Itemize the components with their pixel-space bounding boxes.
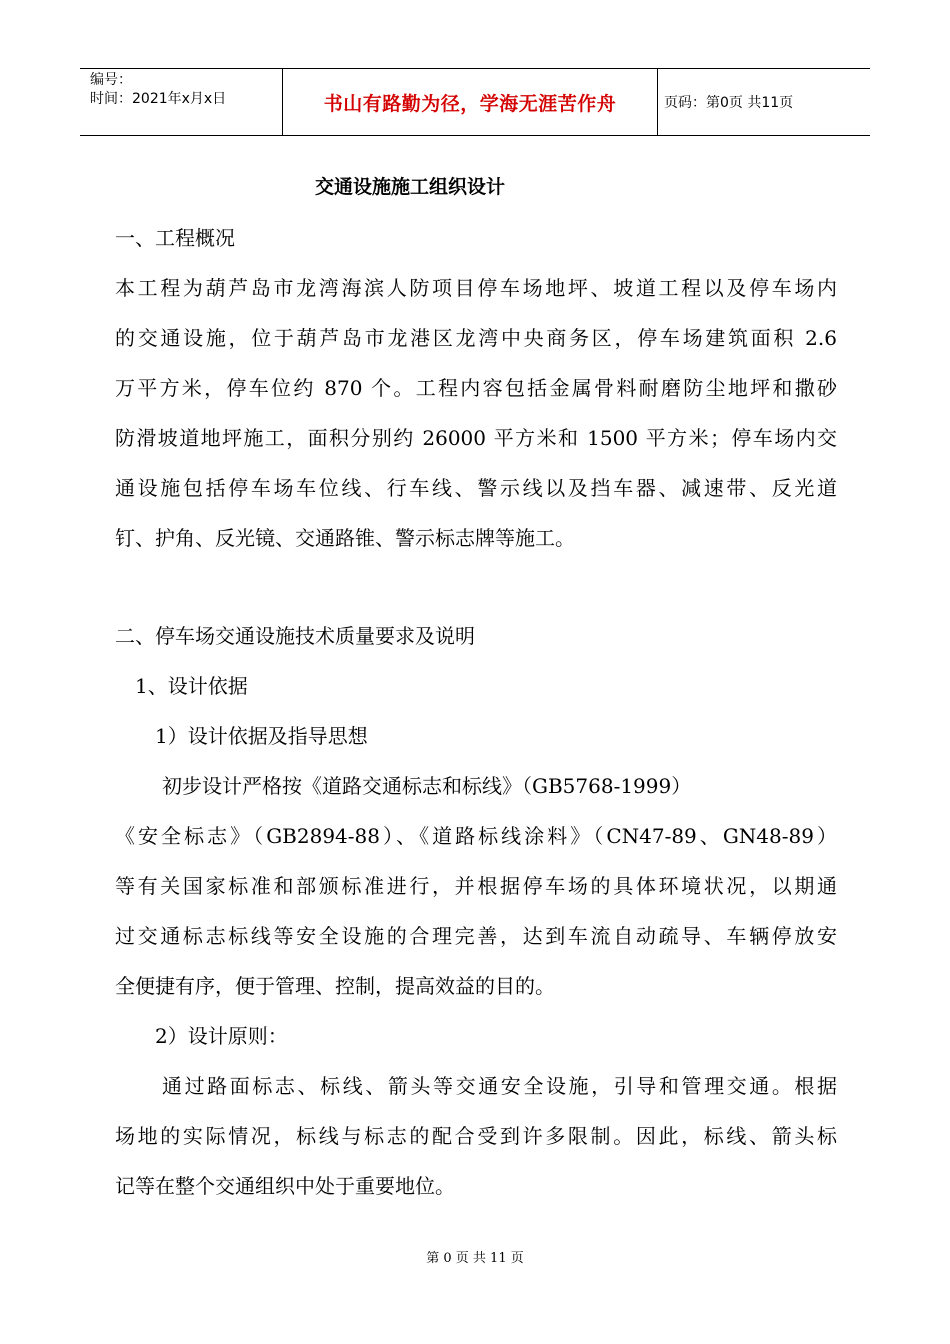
section-1-heading: 一、工程概况 (115, 226, 235, 250)
section-2-heading: 二、停车场交通设施技术质量要求及说明 (115, 624, 475, 648)
paragraph-1-line: 通设施包括停车场车位线、行车线、警示线以及挡车器、减速带、反光道 (115, 476, 837, 500)
page-code: 页码：第0页 共11页 (664, 95, 794, 111)
page-header (80, 68, 870, 136)
paragraph-2-line: 等有关国家标准和部颁标准进行，并根据停车场的具体环境状况，以期通 (115, 874, 837, 898)
page-footer: 第 0 页 共 11 页 (426, 1251, 524, 1266)
paragraph-2-line: 全便捷有序，便于管理、控制，提高效益的目的。 (115, 974, 555, 998)
number-label: 编号： (90, 72, 132, 88)
document-title: 交通设施施工组织设计 (314, 176, 505, 198)
paragraph-3-line: 通过路面标志、标线、箭头等交通安全设施，引导和管理交通。根据 (162, 1074, 837, 1098)
subsection-2-1-heading: 1、设计依据 (135, 674, 248, 698)
paragraph-2-line: 过交通标志标线等安全设施的合理完善，达到车流自动疏导、车辆停放安 (115, 924, 837, 948)
paragraph-1-line: 的交通设施，位于葫芦岛市龙港区龙湾中央商务区，停车场建筑面积 2.6 (115, 326, 837, 350)
subsection-2-1-2-heading: 2）设计原则： (155, 1024, 288, 1048)
paragraph-2-line: 《安全标志》（GB2894-88）、《道路标线涂料》（CN47-89、GN48-89） (115, 824, 837, 848)
time-label: 时间：2021年x月x日 (90, 91, 227, 107)
paragraph-1-line: 防滑坡道地坪施工，面积分别约 26000 平方米和 1500 平方米；停车场内交 (115, 426, 837, 450)
header-motto-cell (283, 69, 658, 135)
paragraph-1-line: 钉、护角、反光镜、交通路锥、警示标志牌等施工。 (115, 526, 575, 550)
paragraph-1-line: 本工程为葫芦岛市龙湾海滨人防项目停车场地坪、坡道工程以及停车场内 (115, 276, 837, 300)
paragraph-2-line: 初步设计严格按《道路交通标志和标线》（GB5768-1999） (162, 774, 692, 798)
header-meta (80, 69, 283, 135)
paragraph-3-line: 场地的实际情况，标线与标志的配合受到许多限制。因此，标线、箭头标 (115, 1124, 837, 1148)
header-motto: 书山有路勤为径，学海无涯苦作舟 (323, 92, 617, 115)
paragraph-1-line: 万平方米，停车位约 870 个。工程内容包括金属骨料耐磨防尘地坪和撒砂 (115, 376, 837, 400)
paragraph-3-line: 记等在整个交通组织中处于重要地位。 (115, 1174, 455, 1198)
subsection-2-1-1-heading: 1）设计依据及指导思想 (155, 724, 368, 748)
